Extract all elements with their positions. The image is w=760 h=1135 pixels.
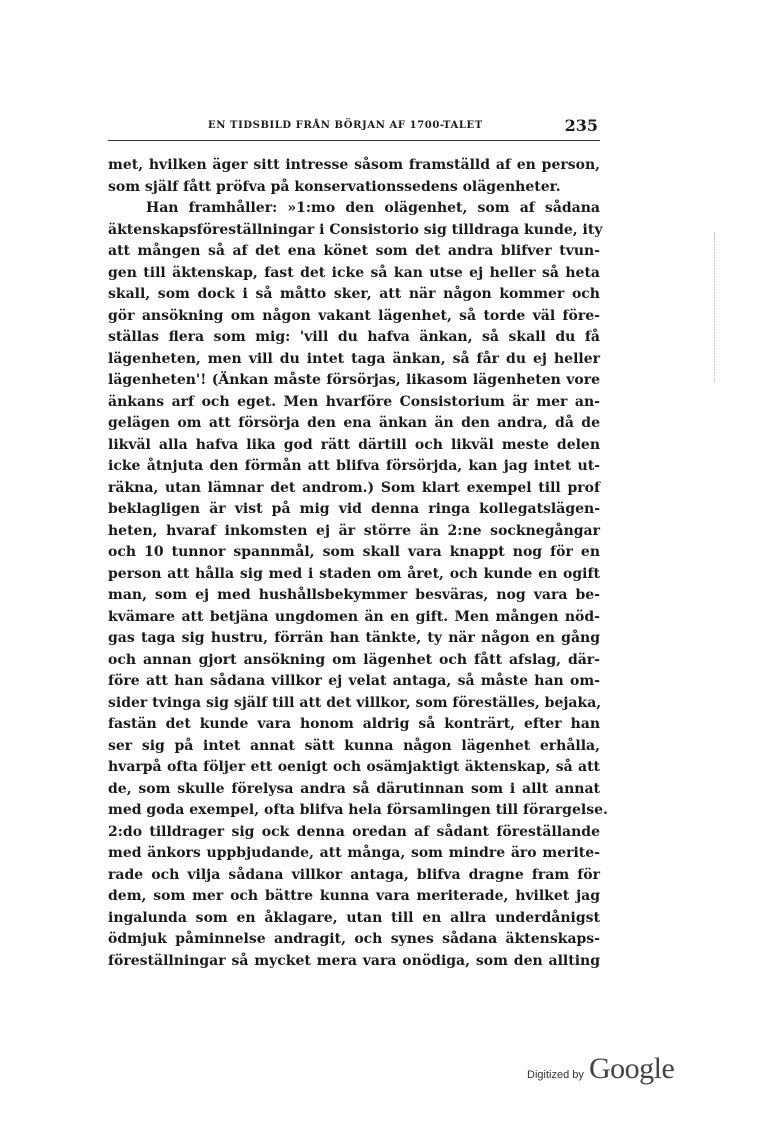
text-line: sider tvinga sig själf till att det villkor, som föreställes, bejaka, bbox=[108, 694, 602, 711]
text-line: gelägen om att försörja den ena änkan än den andra, då de bbox=[108, 415, 600, 431]
text-line: före att han sådana villkor ej velat antaga, så måste han om- bbox=[108, 673, 600, 689]
text-line: gen till äktenskap, fast det icke så kan utse ej heller så heta bbox=[108, 264, 600, 281]
text-line: likväl alla hafva lika god rätt därtill och likväl meste delen bbox=[108, 436, 600, 453]
text-line: person att hålla sig med i staden om året, och kunde en ogift bbox=[108, 565, 600, 582]
text-line: hvarpå ofta följer ett oenigt och osämjaktigt äktenskap, så att bbox=[108, 759, 600, 775]
text-line: ödmjuk påminnelse andragit, och synes sådana äktenskaps- bbox=[108, 931, 600, 947]
header-rule bbox=[108, 140, 600, 141]
page-header bbox=[108, 116, 600, 138]
text-line: man, som ej med hushållsbekymmer besväras, nog vara be- bbox=[108, 587, 600, 603]
text-line: lägenheten, men vill du intet taga änkan, så får du ej heller bbox=[108, 350, 600, 367]
digitized-watermark bbox=[527, 1052, 697, 1092]
text-line: som själf fått pröfva på konservationssedens olägenheter. bbox=[108, 178, 561, 195]
text-line: och 10 tunnor spannmål, som skall vara knappt nog för en bbox=[108, 544, 600, 560]
text-line: dem, som mer och bättre kunna vara meriterade, hvilket jag bbox=[108, 888, 600, 904]
text-line: med änkors uppbjudande, att många, som mindre äro merite- bbox=[108, 845, 600, 861]
text-line: ser sig på intet annat sätt kunna någon lägenhet erhålla, bbox=[108, 737, 600, 754]
margin-mark bbox=[714, 232, 716, 382]
text-line: Han framhåller: »1:mo den olägenhet, som af sådana bbox=[146, 200, 600, 216]
text-line: 2:do tilldrager sig ock denna oredan af sådant föreställande bbox=[108, 823, 600, 840]
text-line: kvämare att betjäna ungdomen än en gift. Men mången nöd- bbox=[108, 608, 600, 625]
watermark-prefix: Digitized by bbox=[527, 1069, 584, 1081]
text-line: icke åtnjuta den förmån att blifva försörjda, kan jag intet ut- bbox=[108, 458, 600, 474]
text-line: ställas flera som mig: 'vill du hafva änkan, så skall du få bbox=[108, 329, 600, 345]
text-line: och annan gjort ansökning om lägenhet och fått afslag, där- bbox=[108, 651, 600, 668]
page-number: 235 bbox=[564, 116, 598, 135]
text-line: heten, hvaraf inkomsten ej är större än 2:ne socknegångar bbox=[108, 522, 600, 539]
text-line: att mången så af det ena könet som det andra blifver tvun- bbox=[108, 243, 600, 259]
text-line: gas taga sig hustru, förrän han tänkte, ty när någon en gång bbox=[108, 630, 600, 646]
text-line: de, som skulle förelysa andra så därutinnan som i allt annat bbox=[108, 780, 600, 797]
text-line: föreställningar så mycket mera vara onödiga, som den allting bbox=[108, 952, 600, 969]
text-line: rade och vilja sådana villkor antaga, blifva dragne fram för bbox=[108, 866, 600, 883]
text-line: med goda exempel, ofta blifva hela församlingen till förargelse. bbox=[108, 802, 608, 818]
text-line: räkna, utan lämnar det androm.) Som klart exempel till prof bbox=[108, 479, 600, 496]
text-line: ingalunda som en åklagare, utan till en allra underdånigst bbox=[108, 909, 600, 926]
text-line: met, hvilken äger sitt intresse såsom framställd af en person, bbox=[108, 157, 600, 173]
text-line: lägenheten'! (Änkan måste försörjas, likasom lägenheten vore bbox=[108, 372, 600, 388]
text-line: skall, som dock i så måtto sker, att när någon kommer och bbox=[108, 286, 600, 302]
text-line: fastän det kunde vara honom aldrig så konträrt, efter han bbox=[108, 716, 600, 732]
text-line: äktenskapsföreställningar i Consistorio sig tilldraga kunde, ity bbox=[108, 221, 603, 238]
body-text bbox=[108, 155, 608, 972]
text-line: beklagligen är vist på mig vid denna ringa kollegatslägen- bbox=[108, 501, 600, 517]
text-line: gör ansökning om någon vakant lägenhet, så torde väl före- bbox=[108, 307, 600, 324]
running-title: EN TIDSBILD FRÅN BÖRJAN AF 1700-TALET bbox=[208, 120, 483, 131]
text-line: änkans arf och eget. Men hvarföre Consistorium är mer an- bbox=[108, 393, 600, 410]
google-logo: Google bbox=[588, 1052, 675, 1085]
